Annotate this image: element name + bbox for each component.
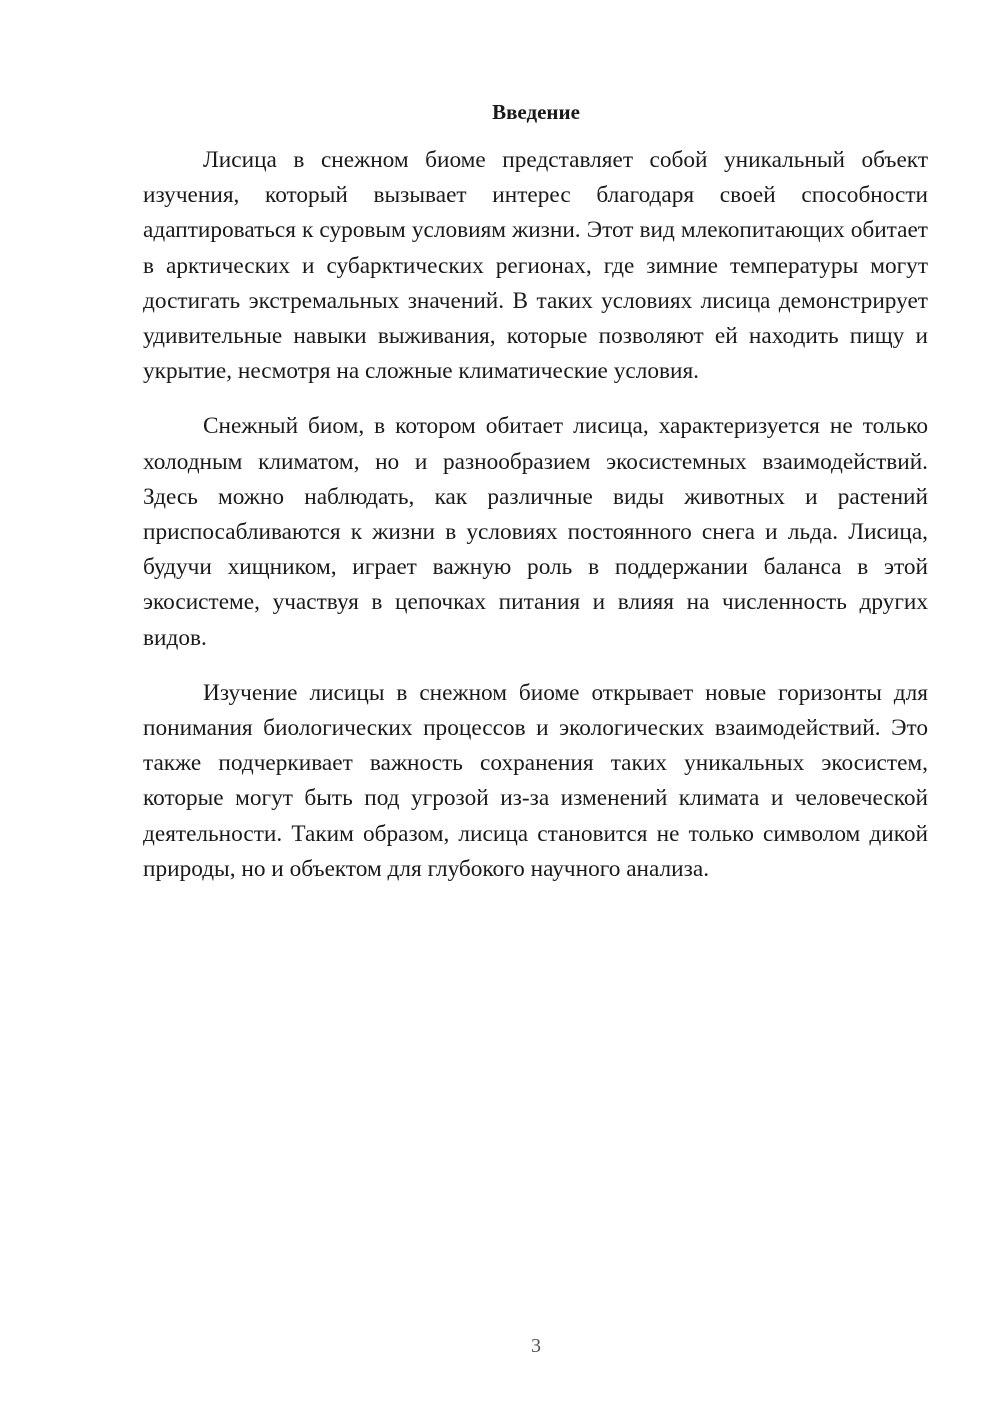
page-number: 3 [531,1335,541,1357]
body-paragraph-1: Лисица в снежном биоме представляет собой уникальный объект изучения, который вызывает интерес благодаря своей способности адаптироваться к суровым условиям жизни. Этот вид млекопитающих обитает в арктических и субарктических регионах, где зимние температуры могут достигать экстремальных значений. В таких условиях лисица демонстрирует удивительные навыки выживания, которые позволяют ей находить пищу и укрытие, несмотря на сложные климатические условия. [143,147,928,385]
body-paragraph-2: Снежный биом, в котором обитает лисица, характеризуется не только холодным климатом, но и разнообразием экосистемных взаимодействий. Здесь можно наблюдать, как различные виды животных и растений приспосабливаются к жизни в условиях постоянного снега и льда. Лисица, будучи хищником, играет важную роль в поддержании баланса в этой экосистеме, участвуя в цепочках питания и влияя на численность других видов. [143,413,928,651]
section-heading: Введение [492,100,580,124]
body-paragraph-3: Изучение лисицы в снежном биоме открывает новые горизонты для понимания биологических процессов и экологических взаимодействий. Это также подчеркивает важность сохранения таких уникальных экосистем, которые могут быть под угрозой из-за изменений климата и человеческой деятельности. Таким образом, лисица становится не только символом дикой природы, но и объектом для глубокого научного анализа. [143,679,928,882]
document-body [143,143,928,907]
